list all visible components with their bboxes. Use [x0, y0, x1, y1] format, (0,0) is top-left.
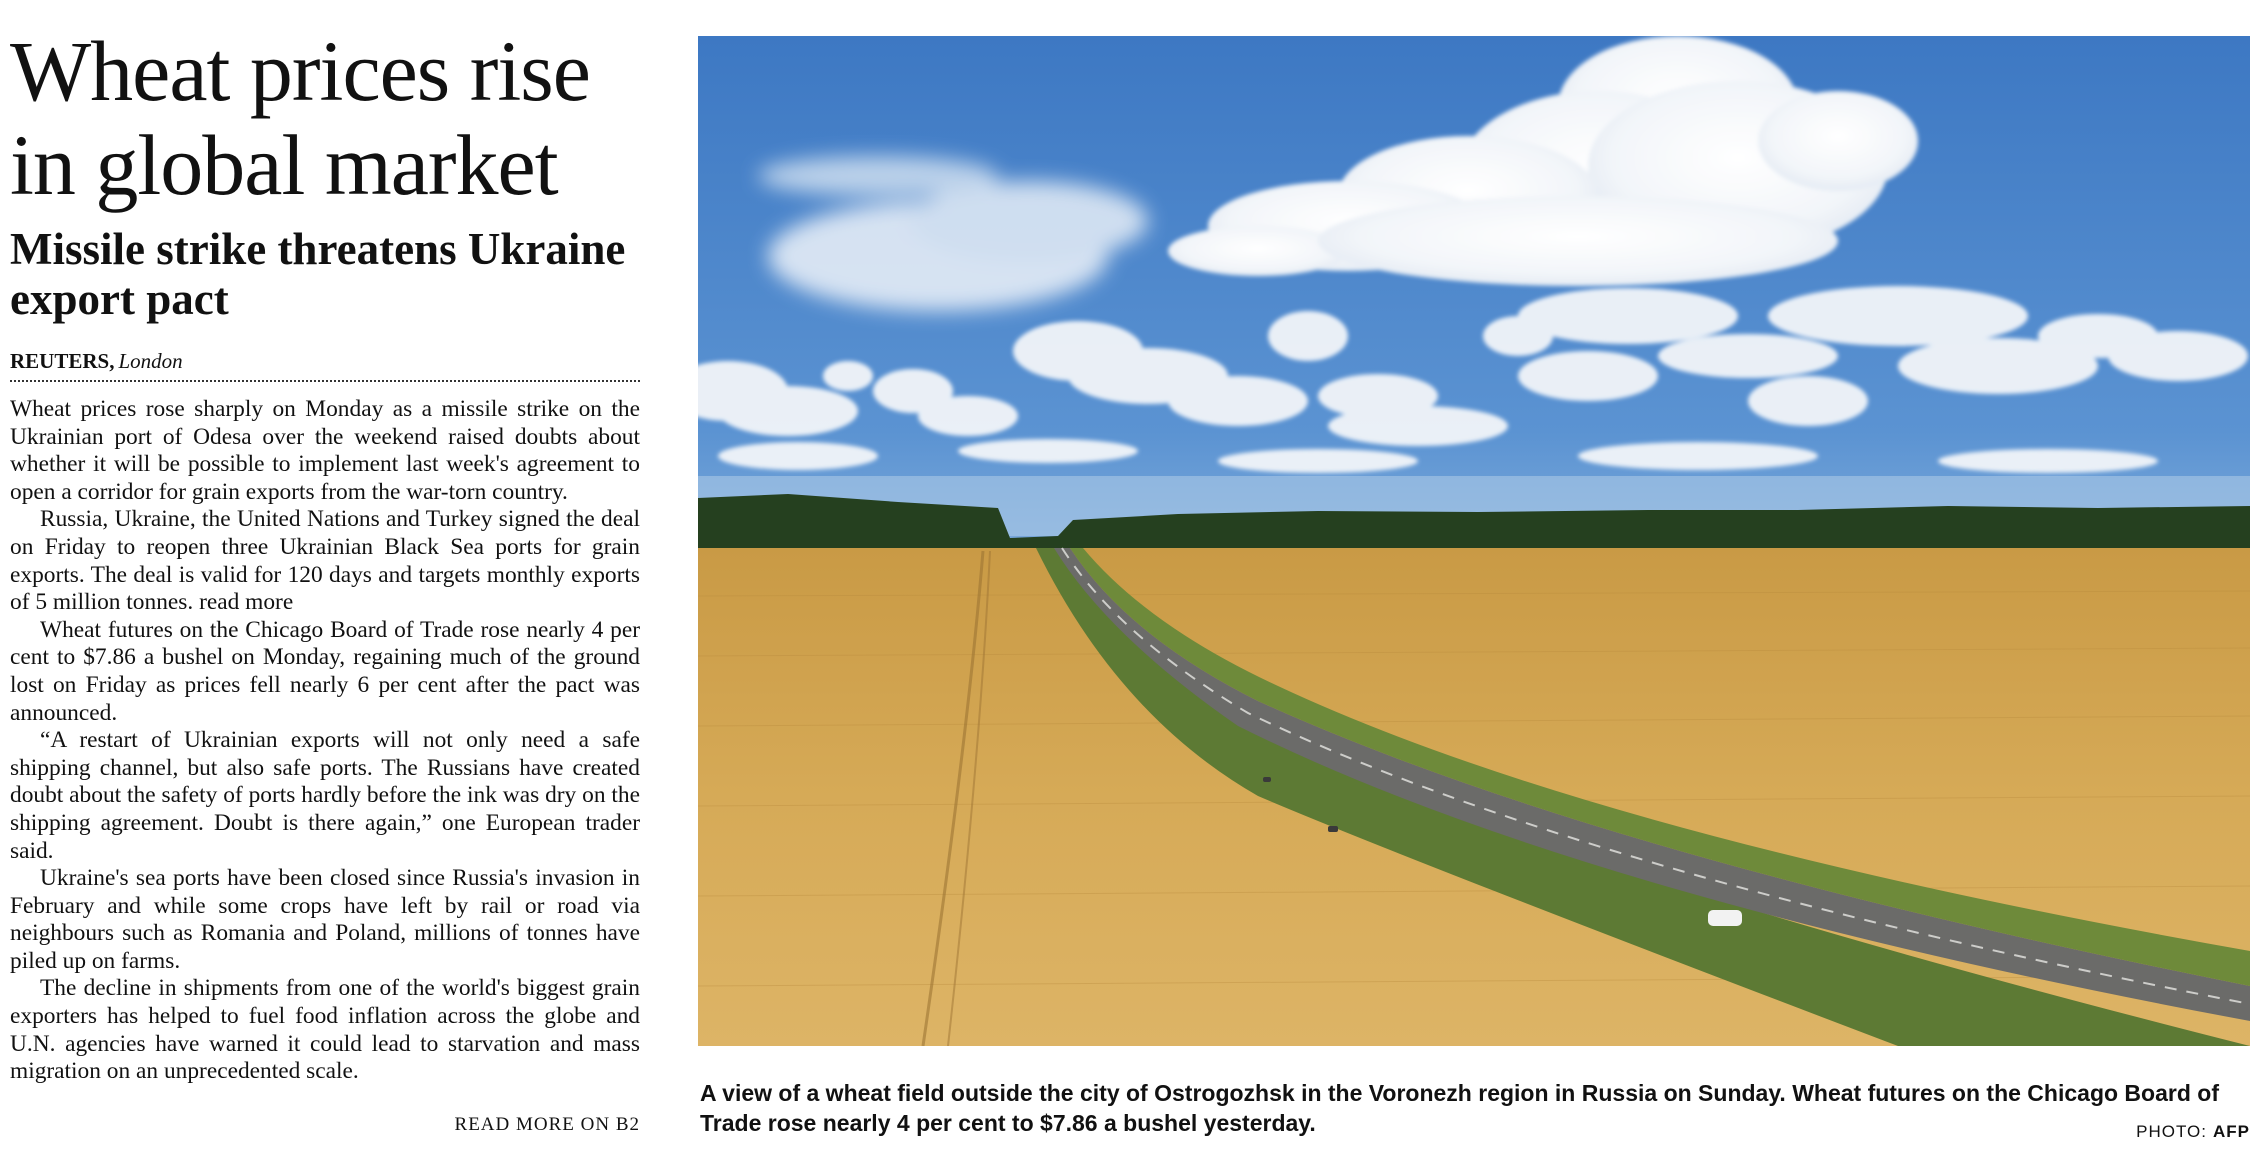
photo-credit-source: AFP: [2213, 1122, 2250, 1141]
paragraph: Ukraine's sea ports have been closed since Russia's invasion in February and while some crops have left by rail or road via neighbours such as Romania and Poland, millions of tonnes have piled up on farms.: [10, 865, 640, 974]
byline-agency: REUTERS,: [10, 349, 115, 373]
car: [1328, 826, 1338, 832]
byline: [10, 348, 640, 374]
article-body: [10, 396, 640, 1086]
paragraph: Wheat futures on the Chicago Board of Trade rose nearly 4 per cent to $7.86 a bushel on Monday, regaining much of the ground lost on Friday as prices fell nearly 6 per cent after the pact was announced.: [10, 616, 640, 726]
byline-place: London: [118, 349, 183, 373]
read-more-link[interactable]: READ MORE ON B2: [454, 1114, 640, 1135]
headline: Wheat prices rise in global market: [10, 23, 590, 213]
photo-caption: A view of a wheat field outside the city of Ostrogozhsk in the Voronezh region in Russia on Sunday. Wheat futures on the Chicago Board of Trade rose nearly 4 per cent to $7.86 a bushel yesterday.: [700, 1080, 2219, 1136]
dotted-divider: [10, 380, 640, 382]
photo-credit: [2136, 1122, 2250, 1142]
subheadline: Missile strike threatens Ukraine export pact: [10, 224, 626, 324]
paragraph: Russia, Ukraine, the United Nations and Turkey signed the deal on Friday to reopen three Ukrainian Black Sea ports for grain exports. The deal is valid for 120 days and targets monthly exports of 5 million tonnes. read more: [10, 506, 640, 616]
car: [1708, 910, 1742, 926]
paragraph: “A restart of Ukrainian exports will not only need a safe shipping channel, but also safe ports. The Russians have created doubt about the safety of ports hardly before the ink was dry on the shipping agreement. Doubt is there again,” one European trader said.: [10, 727, 640, 864]
paragraph: Wheat prices rose sharply on Monday as a missile strike on the Ukrainian port of Odesa over the weekend raised doubts about whether it will be possible to implement last week's agreement to open a corridor for grain exports from the war-torn country.: [10, 396, 640, 505]
wheat-field-photo: [698, 36, 2250, 1046]
car: [1263, 777, 1271, 782]
photo-credit-label: PHOTO:: [2136, 1122, 2207, 1141]
paragraph: The decline in shipments from one of the world's biggest grain exporters has helped to fuel food inflation across the globe and U.N. agencies have warned it could lead to starvation and mass migration on an unprecedented scale.: [10, 975, 640, 1085]
article-column: [10, 23, 640, 1135]
